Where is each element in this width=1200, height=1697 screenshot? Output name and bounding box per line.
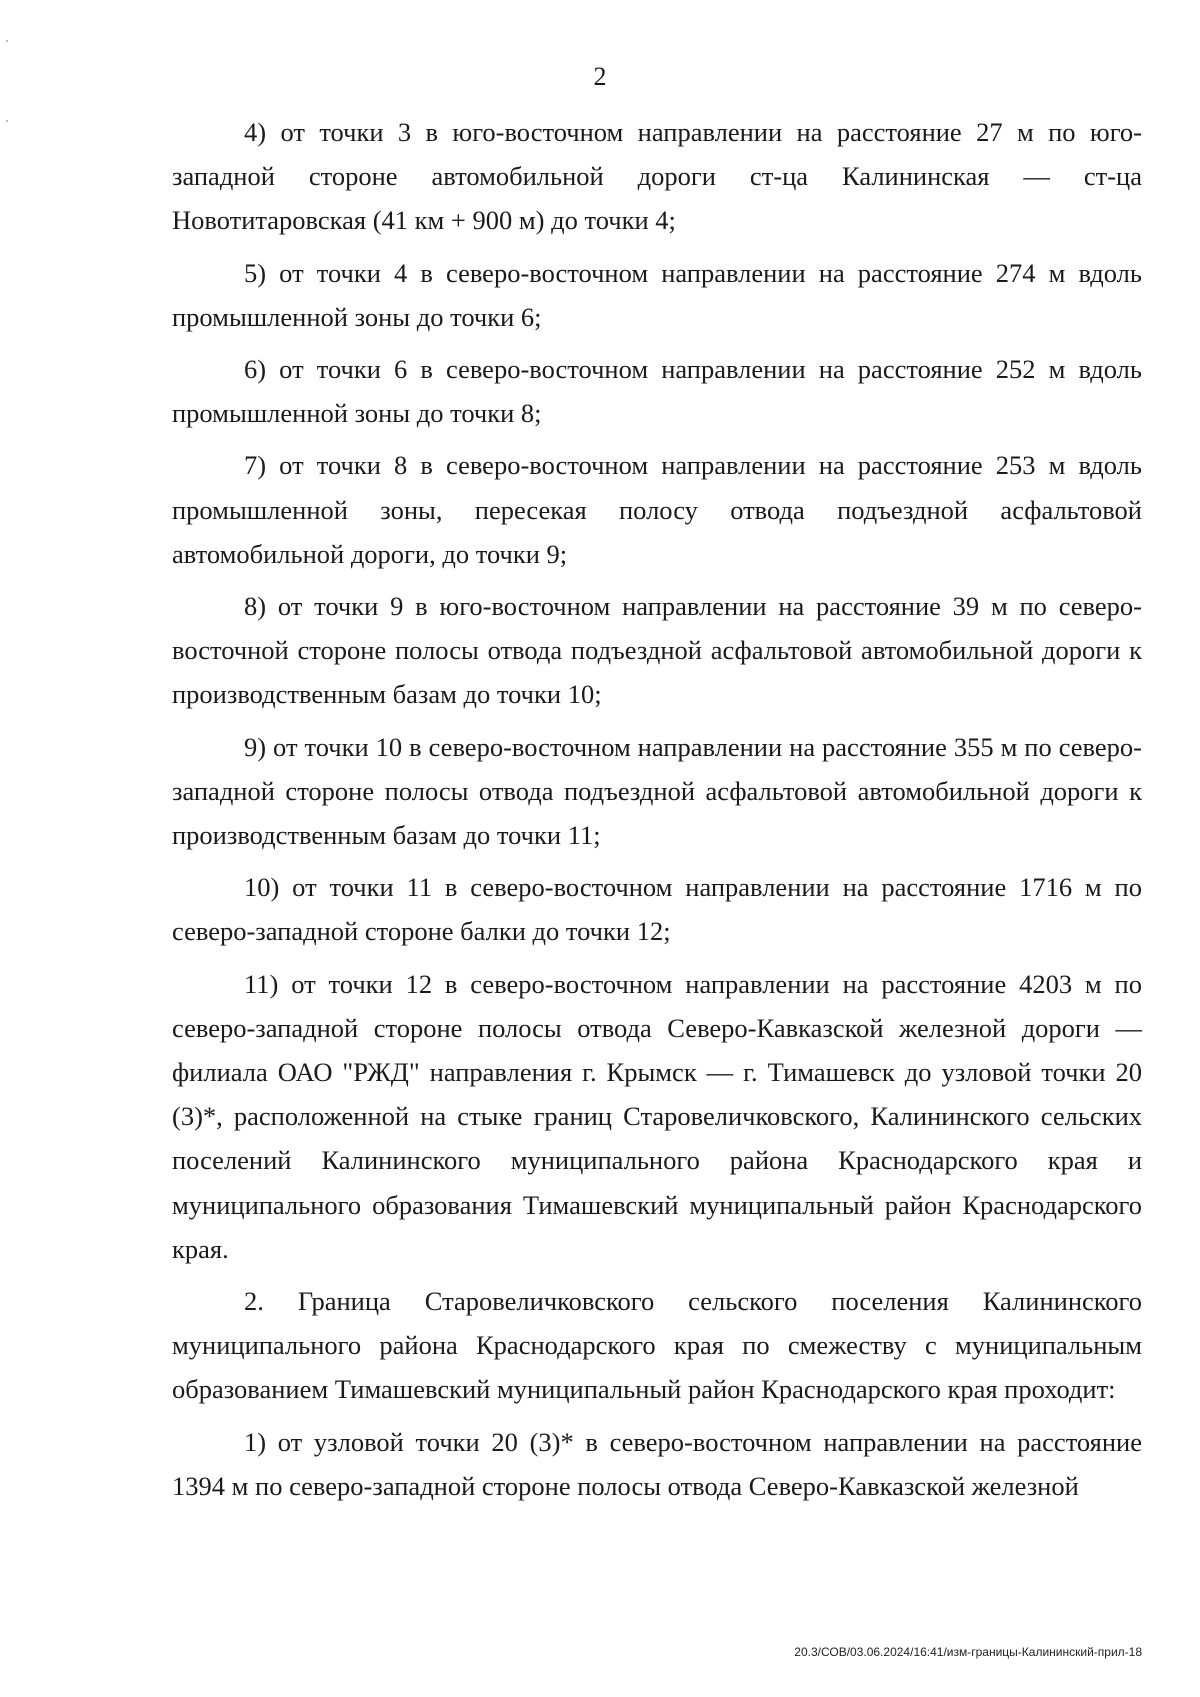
document-footer-code: 20.3/СОВ/03.06.2024/16:41/изм-границы-Калининский-прил-18 [794, 1645, 1142, 1659]
scan-artifact [6, 120, 8, 122]
paragraph-item-5: 5) от точки 4 в северо-восточном направлении на расстояние 274 м вдоль промышленной зоны до точки 6; [172, 257, 1142, 332]
paragraph-item-9: 9) от точки 10 в северо-восточном направлении на расстояние 355 м по северо-западной стороне полосы отвода подъездной асфальтовой автомобильной дороги к производственным базам до точки 11; [172, 731, 1142, 851]
paragraph-item-8: 8) от точки 9 в юго-восточном направлении на расстояние 39 м по северо-восточной стороне полосы отвода подъездной асфальтовой автомобильной дороги к производственным базам до точки 10; [172, 591, 1142, 710]
paragraph-item-7: 7) от точки 8 в северо-восточном направлении на расстояние 253 м вдоль промышленной зоны, пересекая полосу отвода подъездной асфальтовой автомобильной дороги, до точки 9; [172, 450, 1142, 569]
scan-artifact [6, 40, 8, 42]
paragraph-item-6: 6) от точки 6 в северо-восточном направлении на расстояние 252 м вдоль промышленной зоны до точки 8; [172, 354, 1142, 429]
page-number: 2 [593, 62, 607, 91]
section-2-intro: 2. Граница Старовеличковского сельского поселения Калининского муниципального района Краснодарского края по смежеству с муниципальным образованием Тимашевский муниципальный район Краснодарского края проходит: [172, 1286, 1142, 1405]
paragraph-item-10: 10) от точки 11 в северо-восточном направлении на расстояние 1716 м по северо-западной стороне балки до точки 12; [172, 872, 1142, 947]
paragraph-item-11: 11) от точки 12 в северо-восточном направлении на расстояние 4203 м по северо-западной стороне полосы отвода Северо-Кавказской железной дороги — филиала ОАО "РЖД" направления г. Крымск — г. Тимашевск до узловой точки 20 (3)*, расположенной на стыке границ Старовеличковского, Калининского сельских поселений Калининского муниципального района Краснодарского края и муниципального образования Тимашевский муниципальный район Краснодарского края. [172, 968, 1142, 1264]
document-body [172, 110, 1142, 1508]
paragraph-item-4: 4) от точки 3 в юго-восточном направлении на расстояние 27 м по юго-западной стороне автомобильной дороги ст-ца Калининская — ст-ца Новотитаровская (41 км + 900 м) до точки 4; [172, 117, 1142, 236]
section-2-item-1: 1) от узловой точки 20 (3)* в северо-восточном направлении на расстояние 1394 м по северо-западной стороне полосы отвода Северо-Кавказской железной [172, 1426, 1142, 1501]
